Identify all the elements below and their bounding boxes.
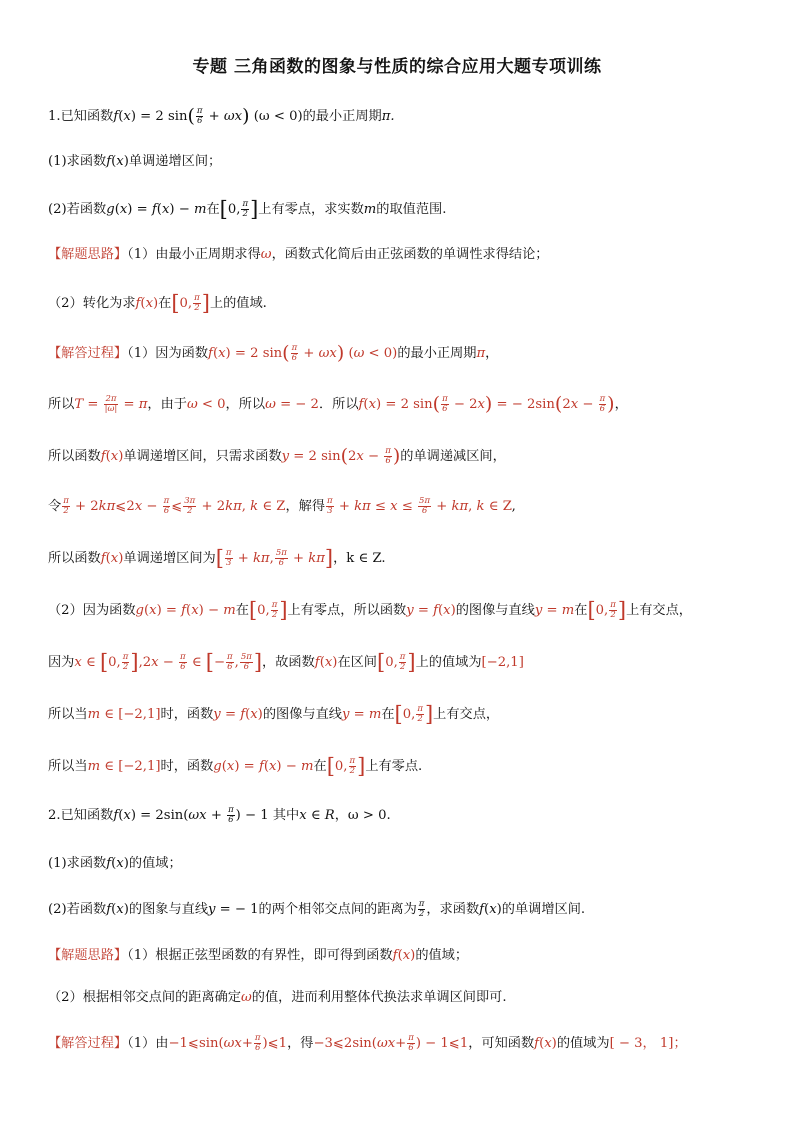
text: 所以当 bbox=[48, 707, 88, 722]
text: （1）由 bbox=[127, 1036, 169, 1051]
text: π. bbox=[381, 109, 395, 124]
text: ，由于 bbox=[147, 397, 187, 412]
problem-2-part-1: (1)求函数f(x)的值域； bbox=[48, 856, 182, 871]
problem-2-statement: 2.已知函数f(x) = 2sin(ωx + $\frac{\pi}{6}$ ) − 1 其中x ∈ R，ω > 0. bbox=[48, 805, 391, 825]
text: 的图像与直线 bbox=[455, 603, 535, 618]
fraction: $\frac{\pi}{6}$ bbox=[196, 106, 203, 126]
text: 的值，进而利用整体代换法求单调区间即可. bbox=[251, 990, 507, 1005]
solution-label: 【解答过程】 bbox=[48, 346, 128, 361]
text: 在区间 bbox=[337, 655, 377, 670]
text: 在 bbox=[158, 296, 172, 311]
formula-f: f bbox=[113, 109, 119, 124]
text: 其中 bbox=[272, 808, 300, 823]
text: （1）根据正弦型函数的有界性，即可得到函数 bbox=[127, 948, 393, 963]
problem-2-hint: 【解题思路】（1）根据正弦型函数的有界性，即可得到函数f(x)的值域； bbox=[48, 948, 469, 963]
text: ，求函数 bbox=[426, 902, 480, 917]
text: 单调递增区间为 bbox=[123, 551, 216, 566]
page-title: 专题 三角函数的图象与性质的综合应用大题专项训练 bbox=[192, 57, 602, 77]
text: 上有零点，求实数 bbox=[258, 202, 364, 217]
text: 单调递增区间，只需求函数 bbox=[123, 449, 282, 464]
problem-1-part-1: (1)求函数f(x)单调递增区间； bbox=[48, 154, 222, 169]
text: (1)求函数 bbox=[48, 154, 107, 169]
problem-1-statement: 1.已知函数f(x) = 2 sin( $\frac{\pi}{6}$ + ωx) (ω < 0)的最小正周期π. bbox=[48, 105, 395, 127]
text: 的单调增区间. bbox=[501, 902, 586, 917]
solution-2-line-1: 【解答过程】（1）由−1⩽sin(ωx+ $\frac{\pi}{6}$ )⩽1，得−3⩽2sin(ωx+ $\frac{\pi}{6}$ ) − 1⩽1，可知函数f(x)的值域为[ − 3， 1]； bbox=[48, 1033, 687, 1053]
text: 所以 bbox=[48, 397, 75, 412]
problem-2-hint-2: （2）根据相邻交点间的距离确定ω的值，进而利用整体代换法求单调区间即可. bbox=[48, 990, 507, 1005]
problem-2-part-2: (2)若函数f(x)的图象与直线y = − 1的两个相邻交点间的距离为 $\frac{\pi}{2}$ ，求函数f(x)的单调增区间. bbox=[48, 899, 586, 919]
text: （2）根据相邻交点间的距离确定 bbox=[48, 990, 242, 1005]
hint-label: 【解题思路】 bbox=[48, 247, 128, 262]
text: 单调递增区间； bbox=[128, 154, 222, 169]
text: 的值域为 bbox=[556, 1036, 610, 1051]
text: 上有零点. bbox=[365, 759, 423, 774]
text: 所以函数 bbox=[48, 449, 101, 464]
text: ， bbox=[614, 397, 628, 412]
text: （1）由最小正周期求得 bbox=[127, 247, 261, 262]
text: （2）因为函数 bbox=[48, 603, 136, 618]
hint-label: 【解题思路】 bbox=[48, 948, 128, 963]
text: ，所以 bbox=[225, 397, 266, 412]
text: 上有交点， bbox=[433, 707, 500, 722]
text: ， bbox=[485, 346, 499, 361]
text: 时，函数 bbox=[160, 707, 214, 722]
text: 1.已知函数 bbox=[48, 109, 114, 124]
solution-1-line-8: 所以当m ∈ [−2,1]时，函数y = f(x)的图像与直线y = m在[0, $\frac{\pi}{2}$ ]上有交点， bbox=[48, 702, 500, 726]
text: ．所以 bbox=[318, 397, 359, 412]
solution-1-line-7: 因为x ∈ [0, $\frac{\pi}{2}$ ],2x − $\frac{\pi}{6}$ ∈ [− $\frac{\pi}{6}$ , $\frac{5\pi}{6}$ ]，故函数f(x)在区间[0, $\frac{\pi}{2}$ ]上的值域为[−2,1] bbox=[48, 650, 524, 674]
solution-1-line-1: 【解答过程】（1）因为函数f(x) = 2 sin( $\frac{\pi}{6}$ + ωx) (ω < 0)的最小正周期π， bbox=[48, 342, 499, 364]
text: 所以函数 bbox=[48, 551, 101, 566]
text: 的图像与直线 bbox=[262, 707, 342, 722]
text: ，函数式化简后由正弦函数的单调性求得结论； bbox=[271, 247, 549, 262]
text: ，得 bbox=[287, 1036, 314, 1051]
text: ，可知函数 bbox=[468, 1036, 535, 1051]
solution-1-line-5: 所以函数f(x)单调递增区间为[ $\frac{\pi}{3}$ + kπ, $\frac{5\pi}{6}$ + kπ]，k ∈ Z. bbox=[48, 546, 386, 570]
text: ω > 0. bbox=[347, 808, 391, 823]
text: 的图象与直线 bbox=[128, 902, 209, 917]
text: 1的两个相邻交点间的距离为 bbox=[250, 902, 417, 917]
solution-1-line-9: 所以当m ∈ [−2,1]时，函数g(x) = f(x) − m在[0, $\frac{\pi}{2}$ ]上有零点. bbox=[48, 754, 423, 778]
problem-1-part-2: (2)若函数g(x) = f(x) − m在[0, $\frac{\pi}{2}$ ]上有零点，求实数m的取值范围. bbox=[48, 197, 447, 221]
text: 的值域； bbox=[128, 856, 182, 871]
text: 令 bbox=[48, 499, 62, 514]
text: (1)求函数 bbox=[48, 856, 107, 871]
text: (ω < 0)的最小正周期 bbox=[253, 109, 382, 124]
text: (2)若函数 bbox=[48, 202, 107, 217]
text: 因为 bbox=[48, 655, 75, 670]
text: 上的值域. bbox=[209, 296, 267, 311]
text: 上的值域为 bbox=[415, 655, 482, 670]
text: ，故函数 bbox=[262, 655, 315, 670]
text: 的最小正周期 bbox=[397, 346, 477, 361]
text: 所以当 bbox=[48, 759, 88, 774]
text: 的值域； bbox=[415, 948, 469, 963]
text: ，k ∈ Z. bbox=[333, 551, 386, 566]
text: ，解得 bbox=[285, 499, 326, 514]
text: [−2,1] bbox=[481, 655, 524, 670]
solution-1-line-2: 所以T = $\frac{2\pi}{|\omega|}$ = π，由于ω < 0，所以ω = − 2．所以f(x) = 2 sin( $\frac{\pi}{6}$ − 2x) = − 2sin(2x − $\frac{\pi}{6}$ )， bbox=[48, 393, 628, 415]
text: 的单调递减区间， bbox=[400, 449, 506, 464]
solution-label: 【解答过程】 bbox=[48, 1036, 128, 1051]
text: 上有零点，所以函数 bbox=[287, 603, 407, 618]
solution-1-line-3: 所以函数f(x)单调递增区间，只需求函数y = 2 sin(2x − $\frac{\pi}{6}$ )的单调递减区间， bbox=[48, 445, 506, 467]
text: ， bbox=[334, 808, 348, 823]
solution-1-line-6: （2）因为函数g(x) = f(x) − m在[0, $\frac{\pi}{2}$ ]上有零点，所以函数y = f(x)的图像与直线y = m在[0, $\frac{\pi}{2}$ ]上有交点， bbox=[48, 598, 692, 622]
text: 上有交点， bbox=[626, 603, 692, 618]
text: 2.已知函数 bbox=[48, 808, 114, 823]
problem-1-hint-2: （2）转化为求f(x)在[0, $\frac{\pi}{2}$ ]上的值域. bbox=[48, 291, 267, 315]
text: 的取值范围. bbox=[376, 202, 447, 217]
text: 时，函数 bbox=[160, 759, 214, 774]
problem-1-hint: 【解题思路】（1）由最小正周期求得ω，函数式化简后由正弦函数的单调性求得结论； bbox=[48, 247, 549, 262]
text: （1）因为函数 bbox=[127, 346, 209, 361]
text: [ − 3， 1]； bbox=[609, 1036, 687, 1051]
text: (2)若函数 bbox=[48, 902, 107, 917]
text: （2）转化为求 bbox=[48, 296, 136, 311]
solution-1-line-4: 令 $\frac{\pi}{2}$ + 2kπ⩽2x − $\frac{\pi}{6}$ ⩽ $\frac{3\pi}{2}$ + 2kπ, k ∈ Z，解得 $\frac{\pi}{3}$ + kπ ≤ x ≤ $\frac{5\pi}{6}$ + kπ, k ∈ Z, bbox=[48, 496, 516, 516]
